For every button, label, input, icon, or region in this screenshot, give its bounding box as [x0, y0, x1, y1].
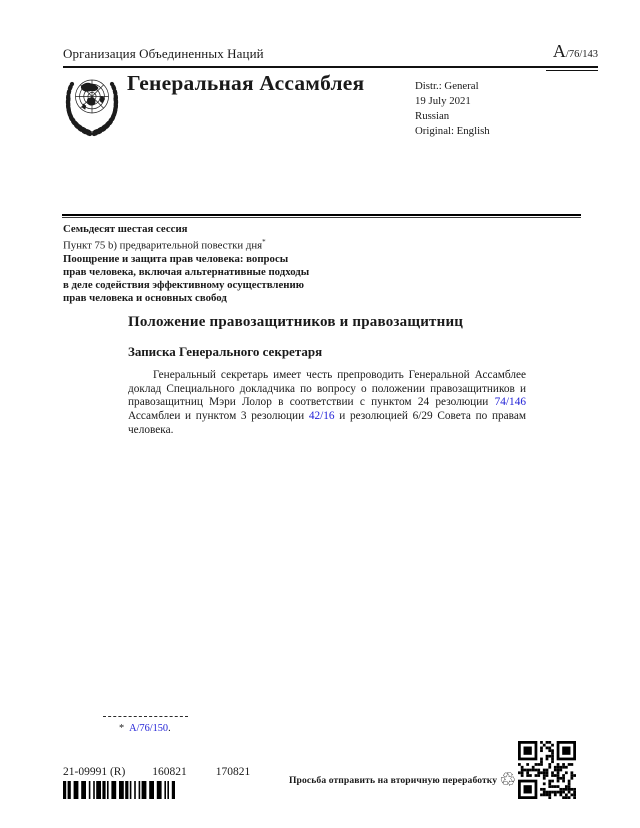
- section-rule: [62, 214, 581, 218]
- agenda-title-line: прав человека, включая альтернативные подходы: [63, 265, 310, 278]
- masthead-title: Генеральная Ассамблея: [127, 71, 365, 95]
- paragraph-text: и резолюцией 6/29 Совета по правам человека.: [128, 410, 526, 436]
- paragraph-text: Ассамблеи и пунктом 3 резолюции: [128, 410, 309, 423]
- barcode: [63, 781, 179, 799]
- recycle-text: Просьба отправить на вторичную переработку: [289, 775, 498, 786]
- agenda-item-title: [63, 253, 309, 305]
- organization-name: Организация Объединенных Наций: [63, 46, 264, 61]
- symbol-underline: [546, 70, 598, 71]
- resolution-link[interactable]: 74/146: [494, 396, 526, 409]
- distribution-block: [415, 79, 490, 139]
- agenda-title-line: прав человека и основных свобод: [63, 292, 227, 305]
- footnote-marker-ref: *: [262, 238, 266, 247]
- agenda-title-line: в деле содействия эффективному осуществлению: [63, 278, 304, 291]
- distr-line: 19 July 2021: [415, 95, 471, 107]
- distr-line: Russian: [415, 110, 450, 122]
- job-date-1: 160821: [152, 766, 187, 778]
- un-emblem-icon: [61, 71, 123, 137]
- recycle-notice: [289, 771, 516, 790]
- paragraph-text: Генеральный секретарь имеет честь препроводить Генеральной Ассамблее доклад Специального докладчика по вопросу о положении правозащитников и правозащитниц Мэри Лолор в соответствии с пунктом 24 резолюции: [128, 369, 526, 409]
- footnote-period: .: [168, 723, 171, 734]
- document-subtitle: Записка Генерального секретаря: [128, 344, 323, 359]
- session-block: [63, 223, 309, 305]
- distr-line: Distr.: General: [415, 80, 479, 92]
- symbol-suffix: /76/143: [565, 49, 598, 60]
- resolution-link[interactable]: 42/16: [308, 410, 335, 423]
- footnote-link[interactable]: A/76/150: [129, 723, 169, 734]
- distr-line: Original: English: [415, 125, 490, 137]
- job-number: 21-09991 (R): [63, 766, 126, 778]
- session-line: Семьдесят шестая сессия: [63, 223, 188, 235]
- footnote-marker: *: [119, 723, 125, 734]
- footnote-separator: [103, 716, 188, 717]
- header-rule: [63, 66, 598, 68]
- symbol-prefix: A: [552, 41, 566, 61]
- footnote: [119, 723, 171, 734]
- recycle-icon: ♲: [499, 769, 517, 791]
- job-date-2: 170821: [215, 766, 251, 778]
- document-title: Положение правозащитников и правозащитниц: [128, 314, 464, 330]
- agenda-item: Пункт 75 b) предварительной повестки дня: [63, 239, 263, 252]
- agenda-title-line: Поощрение и защита прав человека: вопросы: [63, 252, 289, 265]
- job-number-line: [63, 766, 250, 778]
- agenda-item-line: [63, 236, 309, 253]
- body-paragraph: [128, 369, 526, 438]
- qr-code[interactable]: [518, 741, 576, 799]
- document-symbol: [553, 41, 598, 62]
